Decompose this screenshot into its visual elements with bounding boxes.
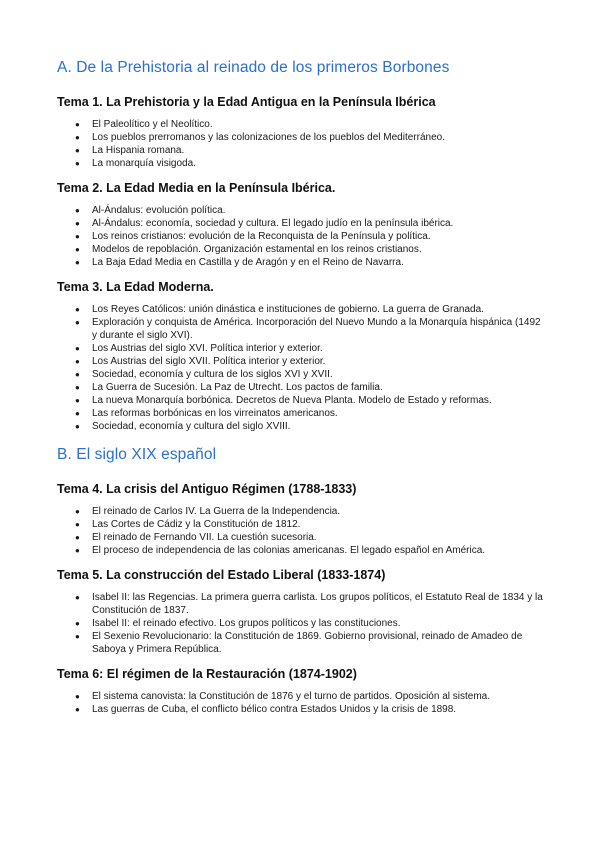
tema-2-title: Tema 2. La Edad Media en la Península Ibérica. [57,181,336,195]
tema-6-list [57,690,547,716]
tema-3-title: Tema 3. La Edad Moderna. [57,280,214,294]
tema-2-list [57,204,547,269]
list-item: ● Los Austrias del siglo XVI. Política interior y exterior. [57,342,547,355]
tema-6-title: Tema 6: El régimen de la Restauración (1874-1902) [57,667,357,681]
tema-1-list [57,118,547,170]
list-item: ● Los pueblos prerromanos y las colonizaciones de los pueblos del Mediterráneo. [57,131,547,144]
tema-5-title: Tema 5. La construcción del Estado Liberal (1833-1874) [57,568,386,582]
tema-3-list [57,303,547,433]
list-item: ● El reinado de Carlos IV. La Guerra de la Independencia. [57,505,547,518]
list-item: ● La Baja Edad Media en Castilla y de Aragón y en el Reino de Navarra. [57,256,547,269]
list-item: ● Sociedad, economía y cultura del siglo XVIII. [57,420,547,433]
list-item: ● Las Cortes de Cádiz y la Constitución de 1812. [57,518,547,531]
tema-5-list [57,591,547,656]
list-item: ● Los Reyes Católicos: unión dinástica e instituciones de gobierno. La guerra de Granada. [57,303,547,316]
list-item: ● El Paleolítico y el Neolítico. [57,118,547,131]
list-item: ● El proceso de independencia de las colonias americanas. El legado español en América. [57,544,547,557]
list-item: ● Al-Ándalus: evolución política. [57,204,547,217]
list-item: ● Sociedad, economía y cultura de los siglos XVI y XVII. [57,368,547,381]
part-a-title: A. De la Prehistoria al reinado de los primeros Borbones [57,59,450,76]
list-item: ● Las reformas borbónicas en los virreinatos americanos. [57,407,547,420]
document-content [57,58,547,726]
list-item: ● La Guerra de Sucesión. La Paz de Utrecht. Los pactos de familia. [57,381,547,394]
tema-1-title: Tema 1. La Prehistoria y la Edad Antigua en la Península Ibérica [57,95,436,109]
list-item: ● La monarquía visigoda. [57,157,547,170]
part-b-title: B. El siglo XIX español [57,446,217,463]
tema-4-title: Tema 4. La crisis del Antiguo Régimen (1788-1833) [57,482,357,496]
list-item: ● Isabel II: las Regencias. La primera guerra carlista. Los grupos políticos, el Estatuto Real de 1834 y la Constitución de 1837. [57,591,547,617]
list-item: ● El sistema canovista: la Constitución de 1876 y el turno de partidos. Oposición al sistema. [57,690,547,703]
list-item: ● El reinado de Fernando VII. La cuestión sucesoria. [57,531,547,544]
list-item: ● Al-Ándalus: economía, sociedad y cultura. El legado judío en la península ibérica. [57,217,547,230]
list-item: ● Isabel II: el reinado efectivo. Los grupos políticos y las constituciones. [57,617,547,630]
list-item: ● La nueva Monarquía borbónica. Decretos de Nueva Planta. Modelo de Estado y reformas. [57,394,547,407]
list-item: ● Modelos de repoblación. Organización estamental en los reinos cristianos. [57,243,547,256]
list-item: ● La Hispania romana. [57,144,547,157]
list-item: ● Exploración y conquista de América. Incorporación del Nuevo Mundo a la Monarquía hispánica (1492 y durante el siglo XVI). [57,316,547,342]
list-item: ● Los reinos cristianos: evolución de la Reconquista de la Península y política. [57,230,547,243]
list-item: ● El Sexenio Revolucionario: la Constitución de 1869. Gobierno provisional, reinado de Amadeo de Saboya y Primera República. [57,630,547,656]
list-item: ● Las guerras de Cuba, el conflicto bélico contra Estados Unidos y la crisis de 1898. [57,703,547,716]
list-item: ● Los Austrias del siglo XVII. Política interior y exterior. [57,355,547,368]
tema-4-list [57,505,547,557]
